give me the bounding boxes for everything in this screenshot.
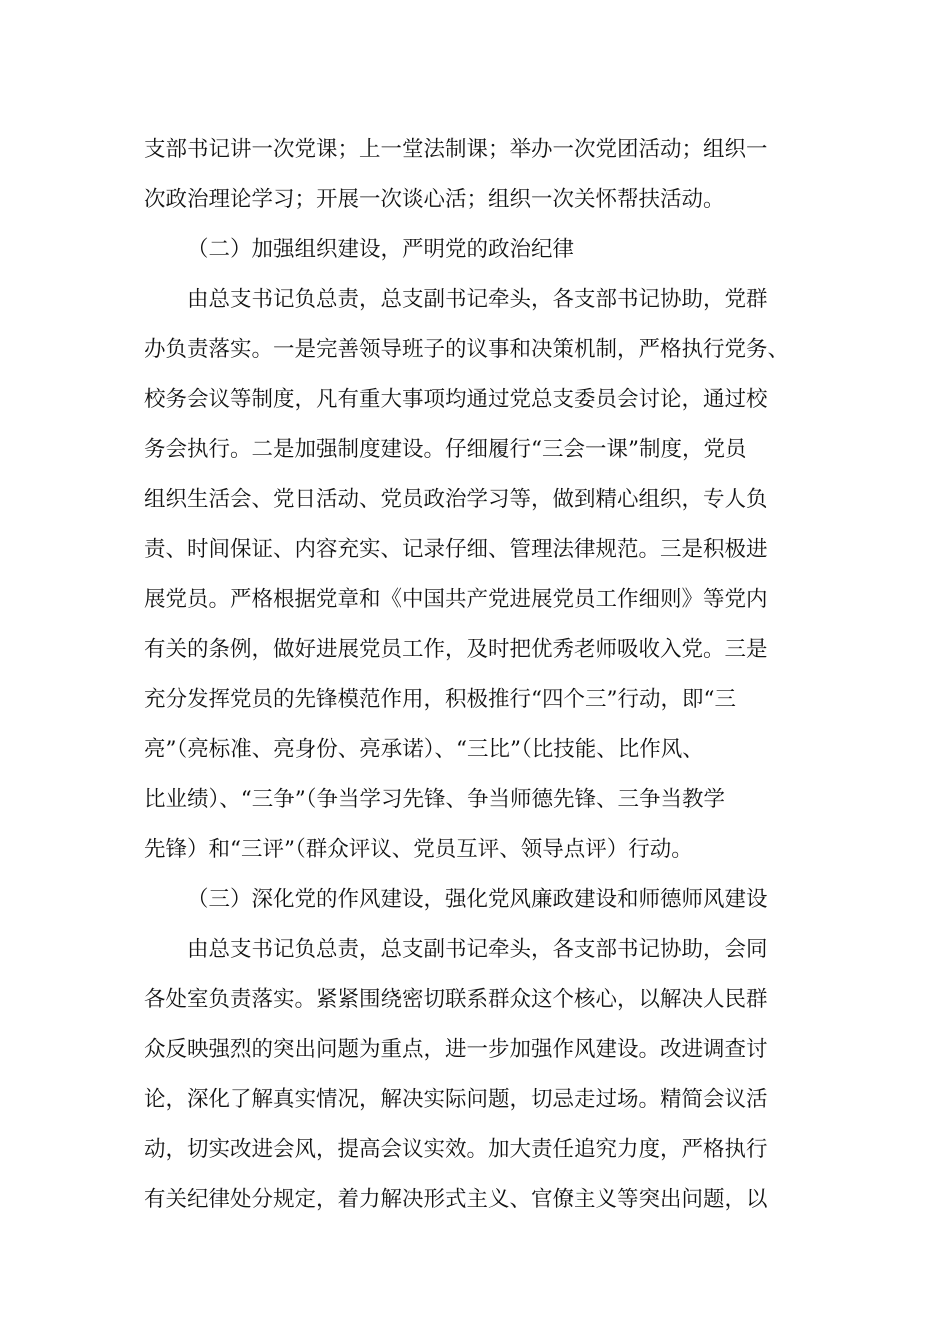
paragraph-line: 次政治理论学习；开展一次谈心活；组织一次关怀帮扶活动。 (144, 187, 725, 212)
paragraph-line: 校务会议等制度，凡有重大事项均通过党总支委员会讨论，通过校 (144, 387, 768, 412)
paragraph-line: 亮”（亮标准、亮身份、亮承诺）、“三比”（比技能、比作风、 (144, 737, 704, 762)
paragraph-line: 先锋）和“三评”（群众评议、党员互评、领导点评）行动。 (144, 837, 693, 862)
paragraph-line: 有关纪律处分规定，着力解决形式主义、官僚主义等突出问题，以 (144, 1187, 768, 1212)
paragraph-line: 动，切实改进会风，提高会议实效。加大责任追究力度，严格执行 (144, 1137, 768, 1162)
paragraph-line: 由总支书记负总责，总支副书记牵头，各支部书记协助，会同 (187, 937, 768, 962)
paragraph-line: 众反映强烈的突出问题为重点，进一步加强作风建设。改进调查讨 (144, 1037, 768, 1062)
paragraph-line: 责、时间保证、内容充实、记录仔细、管理法律规范。三是积极进 (144, 537, 768, 562)
paragraph-line: 办负责落实。一是完善领导班子的议事和决策机制，严格执行党务、 (144, 337, 790, 362)
paragraph-line: 支部书记讲一次党课；上一堂法制课；举办一次党团活动；组织一 (144, 137, 768, 162)
paragraph-line: 各处室负责落实。紧紧围绕密切联系群众这个核心，以解决人民群 (144, 987, 768, 1012)
section-heading-3: （三）深化党的作风建设，强化党风廉政建设和师德师风建设 (187, 887, 768, 912)
paragraph-line: 充分发挥党员的先锋模范作用，积极推行“四个三”行动，即“三 (144, 687, 736, 712)
paragraph-line: 比业绩）、“三争”（争当学习先锋、争当师德先锋、三争当教学 (144, 787, 725, 812)
paragraph-line: 组织生活会、党日活动、党员政治学习等，做到精心组织，专人负 (144, 487, 768, 512)
paragraph-line: 由总支书记负总责，总支副书记牵头，各支部书记协助，党群 (187, 287, 768, 312)
paragraph-line: 展党员。严格根据党章和《中国共产党进展党员工作细则》等党内 (144, 587, 768, 612)
paragraph-line: 有关的条例，做好进展党员工作，及时把优秀老师吸收入党。三是 (144, 637, 768, 662)
section-heading-2: （二）加强组织建设，严明党的政治纪律 (187, 237, 575, 262)
paragraph-line: 务会执行。二是加强制度建设。仔细履行“三会一课”制度，党员 (144, 437, 747, 462)
paragraph-line: 论，深化了解真实情况，解决实际问题，切忌走过场。精简会议活 (144, 1087, 768, 1112)
